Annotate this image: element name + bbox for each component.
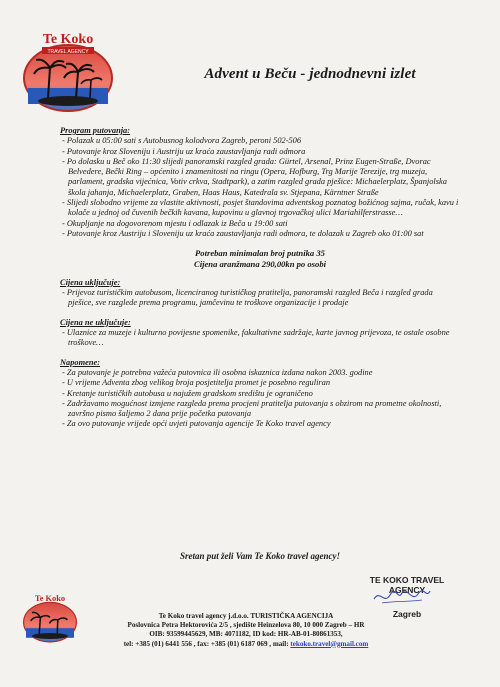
note-item: - Za putovanje je potrebna važeća putovnica ili osobna iskaznica izdana nakon 2003. godine bbox=[62, 367, 373, 377]
footer-contact bbox=[86, 640, 406, 649]
stamp-name: TE KOKO TRAVEL AGENCY bbox=[369, 575, 445, 595]
min-passengers: Potreban minimalan broj putnika 35 bbox=[195, 248, 325, 259]
note-item: - Zadržavamo mogućnost izmjene razgleda prema procjeni pratitelja putovanja s obzirom na prometne okolnosti, završno pismo šaljemo 2 dana prije početka putovanja bbox=[62, 398, 442, 419]
footer-line: OIB: 93599445629, MB: 4071182, ID kod: HR-AB-01-80861353, bbox=[149, 630, 343, 639]
price: Cijena aranžmana 290,00kn po osobi bbox=[193, 258, 327, 269]
email-link[interactable]: tekoko.travel@gmail.com bbox=[290, 639, 369, 648]
note-item: - Kretanje turističkih autobusa u najužem gradskom središtu je ograničeno bbox=[62, 388, 313, 398]
footer-line: Poslovnica Petra Hektorovića 2/5 , sjedište Heinzelova 80, 10 000 Zagreb – HR bbox=[127, 621, 365, 630]
program-item: - Po dolasku u Beč oko 11:30 slijedi panoramski razgled grada: Gürtel, Arsenal, Prinz Eugen-Straße, Dvorac Belvedere, Bečki Ring – općenito i znamenitosti na ringu (Opera, Hofburg, Trg Marije Terezije, trg muzeja, parlament, gradska vijećnica, Votiv crkva, Stadtpark), a zatim razgled grada pješice: Michaelerplatz, Španjolska škola jahanja, Michaelerplatz, Graben, Haas Haus, Katedrala sv. Stjepana, Kärntner Straße bbox=[62, 156, 447, 197]
included-heading: Cijena uključuje: bbox=[60, 277, 121, 287]
page-title: Advent u Beču - jednodnevni izlet bbox=[204, 66, 416, 82]
stamp-city: Zagreb bbox=[392, 609, 422, 619]
program-item: - Okupljanje na dogovorenom mjestu i odlazak iz Beča u 19:00 sati bbox=[62, 218, 288, 228]
document-body bbox=[60, 126, 460, 430]
logo-subtext: TRAVEL AGENCY bbox=[47, 49, 89, 55]
note-item: - U vrijeme Adventa zbog velikog broja posjetitelja promet je posebno reguliran bbox=[62, 378, 331, 388]
te-koko-logo bbox=[18, 28, 118, 114]
program-item: - Polazak u 05:00 sati s Autobusnog kolodvora Zagreb, peroni 502-506 bbox=[62, 136, 302, 146]
logo-text: Te Koko bbox=[42, 32, 94, 47]
excluded-heading: Cijena ne uključuje: bbox=[60, 317, 131, 327]
program-item: - Putovanje kroz Sloveniju i Austriju uz kraća zaustavljanja radi odmora bbox=[62, 146, 306, 156]
note-item: - Za ovo putovanje vrijede opći uvjeti putovanja agencije Te Koko travel agency bbox=[62, 419, 331, 429]
excluded-item: - Ulaznice za muzeje i kulturno povijesne spomenike, fakultativne sadržaje, karte javnog prijevoza, te ostale osobne troškove… bbox=[62, 328, 450, 348]
footer-line: Te Koko travel agency j.d.o.o. TURISTIČKA AGENCIJA bbox=[158, 612, 334, 620]
program-item: - Slijedi slobodno vrijeme za vlastite aktivnosti, posjet štandovima adventskog poznatog božićnog sajma, ručak, kavu i kolače u jednoj od čuvenih bečkih kavana, kupovinu u glavnoj trgovačkoj ulici Mariahilferstrasse… bbox=[62, 198, 459, 218]
svg-text:Te Koko: Te Koko bbox=[34, 594, 66, 604]
footer bbox=[86, 612, 406, 649]
te-koko-logo-small bbox=[20, 592, 80, 644]
footer-contact-text: tel: +385 (01) 6441 556 , fax: +385 (01) 6187 069 , mail: bbox=[123, 639, 291, 648]
program-heading: Program putovanja: bbox=[60, 126, 131, 135]
signature bbox=[372, 585, 432, 607]
program-item: - Putovanje kroz Austriju i Sloveniju uz kraća zaustavljanja radi odmora, te dolazak u Zagreb oko 01:00 sat bbox=[62, 228, 424, 238]
farewell-text: Sretan put želi Vam Te Koko travel agency! bbox=[180, 551, 340, 561]
included-item: - Prijevoz turističkim autobusom, licenciranog turističkog pratitelja, panoramski razgled Beča i razgled grada pješice, sve razglede prema programu, jamčevinu te troškove organizacije i prodaje bbox=[62, 288, 433, 308]
notes-heading: Napomene: bbox=[60, 357, 101, 367]
